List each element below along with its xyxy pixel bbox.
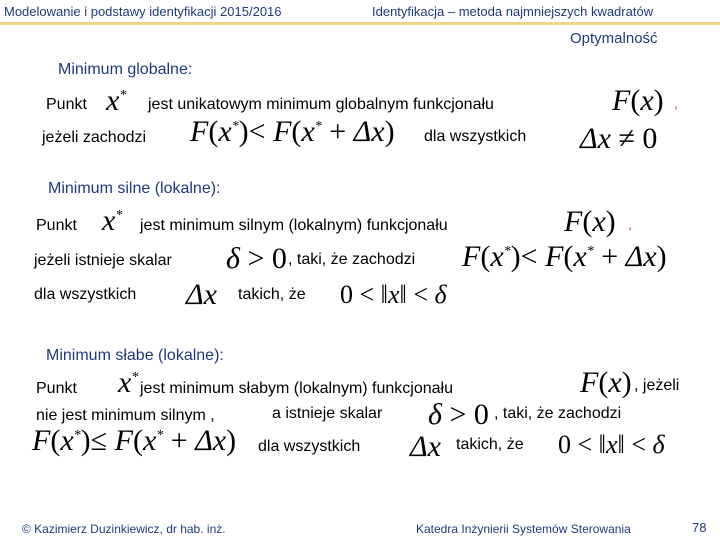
strong-exists-label: jeżeli istnieje skalar — [34, 252, 172, 269]
weak-exists-label: a istnieje skalar — [272, 405, 383, 422]
strong-definition-text: jest minimum silnym (lokalnym) funkcjonału — [140, 217, 448, 234]
global-punkt-label: Punkt — [46, 96, 87, 113]
weak-such-that-label: , taki, że zachodzi — [494, 405, 622, 422]
weak-delta-x: Δx — [410, 430, 441, 463]
weak-definition-text: jest minimum słabym (lokalnym) funkcjonału — [140, 380, 453, 397]
global-min-title: Minimum globalne: — [58, 61, 193, 78]
weak-delta-positive: δ > 0 — [428, 398, 489, 431]
strong-forall-label: dla wszystkich — [34, 286, 137, 303]
weak-inequality: F(x*)≤ F(x* + Δx) — [32, 424, 237, 457]
strong-functional-F: F(x) — [564, 205, 616, 238]
global-definition-text: jest unikatowym minimum globalnym funkcjonału — [148, 96, 494, 113]
footer-author: © Kazimierz Duzinkiewicz, dr hab. inż. — [22, 522, 226, 536]
global-xstar: x* — [106, 84, 127, 117]
strong-punkt-label: Punkt — [36, 217, 77, 234]
weak-not-strong-label: nie jest minimum silnym , — [36, 407, 215, 424]
weak-functional-F: F(x) — [580, 366, 632, 399]
strong-such-that-label: , taki, że zachodzi — [288, 251, 416, 268]
strong-inequality: F(x*)< F(x* + Δx) — [462, 240, 667, 273]
strong-min-title: Minimum silne (lokalne): — [48, 180, 221, 197]
weak-forall-label: dla wszystkich — [258, 438, 361, 455]
weak-punkt-label: Punkt — [36, 380, 77, 397]
global-if-label: jeżeli zachodzi — [42, 129, 147, 146]
footer-department: Katedra Inżynierii Systemów Sterowania — [416, 522, 631, 536]
global-functional-F: F(x) — [612, 84, 664, 117]
lecture-title: Identyfikacja – metoda najmniejszych kwadratów — [372, 4, 654, 19]
global-inequality: F(x*)< F(x* + Δx) — [190, 115, 395, 148]
header-rule — [0, 22, 720, 25]
global-forall-label: dla wszystkich — [424, 128, 527, 145]
page-number: 78 — [692, 520, 707, 535]
strong-delta-positive: δ > 0 — [226, 242, 287, 275]
strong-xstar: x* — [102, 204, 123, 237]
weak-norm-condition: 0 < ‖x‖ < δ — [558, 430, 665, 459]
strong-norm-condition: 0 < ‖x‖ < δ — [340, 280, 447, 309]
strong-such-that2-label: takich, że — [238, 286, 306, 303]
weak-if-label: , jeżeli — [634, 377, 680, 394]
strong-delta-x: Δx — [186, 278, 217, 311]
weak-such-that2-label: takich, że — [456, 436, 524, 453]
course-title: Modelowanie i podstawy identyfikacji 2015/2016 — [4, 4, 282, 19]
global-delta-condition: Δx ≠ 0 — [580, 122, 658, 155]
weak-xstar: x* — [118, 366, 139, 399]
global-comma: , — [674, 95, 678, 111]
weak-min-title: Minimum słabe (lokalne): — [46, 347, 224, 364]
slide-title: Optymalność — [570, 30, 658, 47]
strong-comma: , — [628, 216, 632, 232]
